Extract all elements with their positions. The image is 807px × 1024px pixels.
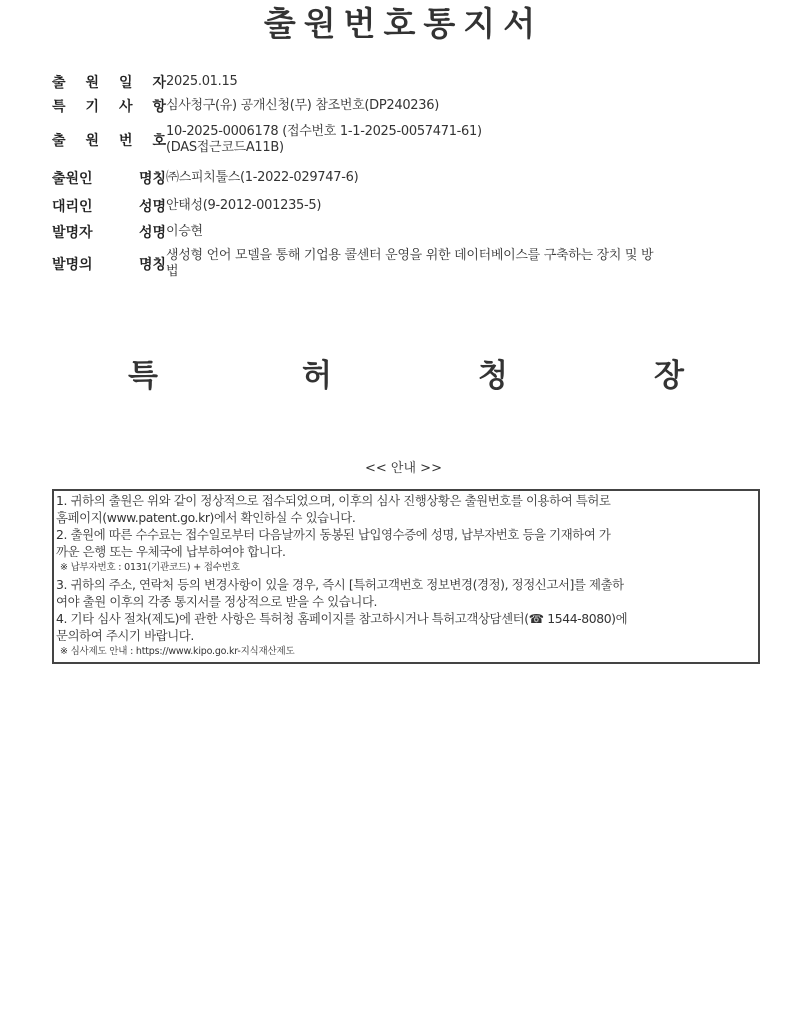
info-value [166,198,321,214]
guide-line: 문의하여 주시기 바랍니다. [56,628,194,643]
info-label-part: 성명 [138,225,166,241]
info-row [52,248,762,280]
info-label-part: 원 [85,75,100,91]
info-label-part: 대리인 [52,199,93,215]
info-row [52,168,762,188]
info-row [52,222,762,242]
info-value [166,98,439,114]
info-label-part: 명칭 [138,257,166,273]
info-label [52,168,166,188]
info-value-line: 생성형 언어 모델을 통해 기업용 콜센터 운영을 위한 데이터베이스를 구축하는 장치 및 방 [166,248,654,263]
info-label-part: 번 [118,133,133,149]
info-label-part: 발명자 [52,225,93,241]
issuer-char: 특 [128,358,158,394]
guide-note: ※ 납부자번호 : 0131(기관코드) + 접수번호 [60,562,240,573]
guide-line: 2. 출원에 따른 수수료는 접수일로부터 다음날까지 동봉된 납입영수증에 성명, 납부자번호 등을 기재하여 가 [56,527,611,542]
issuer-char: 허 [302,358,332,394]
info-label [52,222,166,242]
info-value [166,224,203,240]
info-value [166,74,237,90]
guide-line: 3. 귀하의 주소, 연락처 등의 변경사항이 있을 경우, 즉시 [특허고객번호 정보변경(경정), 정정신고서]를 제출하 [56,577,624,592]
info-label [52,96,166,116]
guide-line: 1. 귀하의 출원은 위와 같이 정상적으로 접수되었으며, 이후의 심사 진행상황은 출원번호를 이용하여 특허로 [56,493,611,508]
info-value [166,170,358,186]
info-label-part: 사 [118,99,133,115]
info-label-part: 일 [118,75,133,91]
guide-line: 까운 은행 또는 우체국에 납부하여야 합니다. [56,544,286,559]
info-label [52,196,166,216]
info-value-line: 10-2025-0006178 (접수번호 1-1-2025-0057471-61) [166,124,482,139]
info-value-line: 법 [166,264,179,279]
info-row [52,72,762,92]
info-label-part: 호 [152,133,166,149]
guide-line: 4. 기타 심사 절차(제도)에 관한 사항은 특허청 홈페이지를 참고하시거나 특허고객상담센터(☎ 1544-8080)에 [56,611,628,626]
info-value-line: (DAS접근코드A11B) [166,140,284,155]
info-row [52,196,762,216]
info-value-line: 안태성(9-2012-001235-5) [166,198,322,213]
info-value-line: ㈜스피치툴스(1-2022-029747-6) [166,170,359,185]
info-label-part: 기 [85,99,100,115]
info-row [52,124,762,156]
issuer-char: 장 [654,358,684,394]
guide-note: ※ 심사제도 안내 : https://www.kipo.go.kr-지식재산제도 [60,646,295,657]
info-label [52,130,166,150]
guide-heading: << 안내 >> [365,461,442,476]
info-value-line: 심사청구(유) 공개신청(무) 참조번호(DP240236) [166,98,439,113]
guide-line: 여야 출원 이후의 각종 통지서를 정상적으로 받을 수 있습니다. [56,594,378,609]
info-label-part: 항 [152,99,166,115]
info-label [52,254,166,274]
info-label [52,72,166,92]
info-value [166,124,482,156]
info-label-part: 자 [152,75,166,91]
issuer-signature [0,350,807,400]
info-label-part: 명칭 [138,171,166,187]
info-label-part: 출원인 [52,171,93,187]
info-label-part: 원 [85,133,100,149]
info-label-part: 출 [52,75,66,91]
info-label-part: 발명의 [52,257,93,273]
issuer-char: 청 [478,358,508,394]
info-value-line: 2025.01.15 [166,74,238,89]
guide-line: 홈페이지(www.patent.go.kr)에서 확인하실 수 있습니다. [56,510,356,525]
info-value [166,248,653,280]
info-row [52,96,762,116]
info-label-part: 출 [52,133,66,149]
guide-notice-box [52,489,760,664]
info-label-part: 성명 [138,199,166,215]
info-label-part: 특 [52,99,66,115]
document-title: 출원번호통지서 [263,4,544,43]
info-value-line: 이승현 [166,224,203,239]
